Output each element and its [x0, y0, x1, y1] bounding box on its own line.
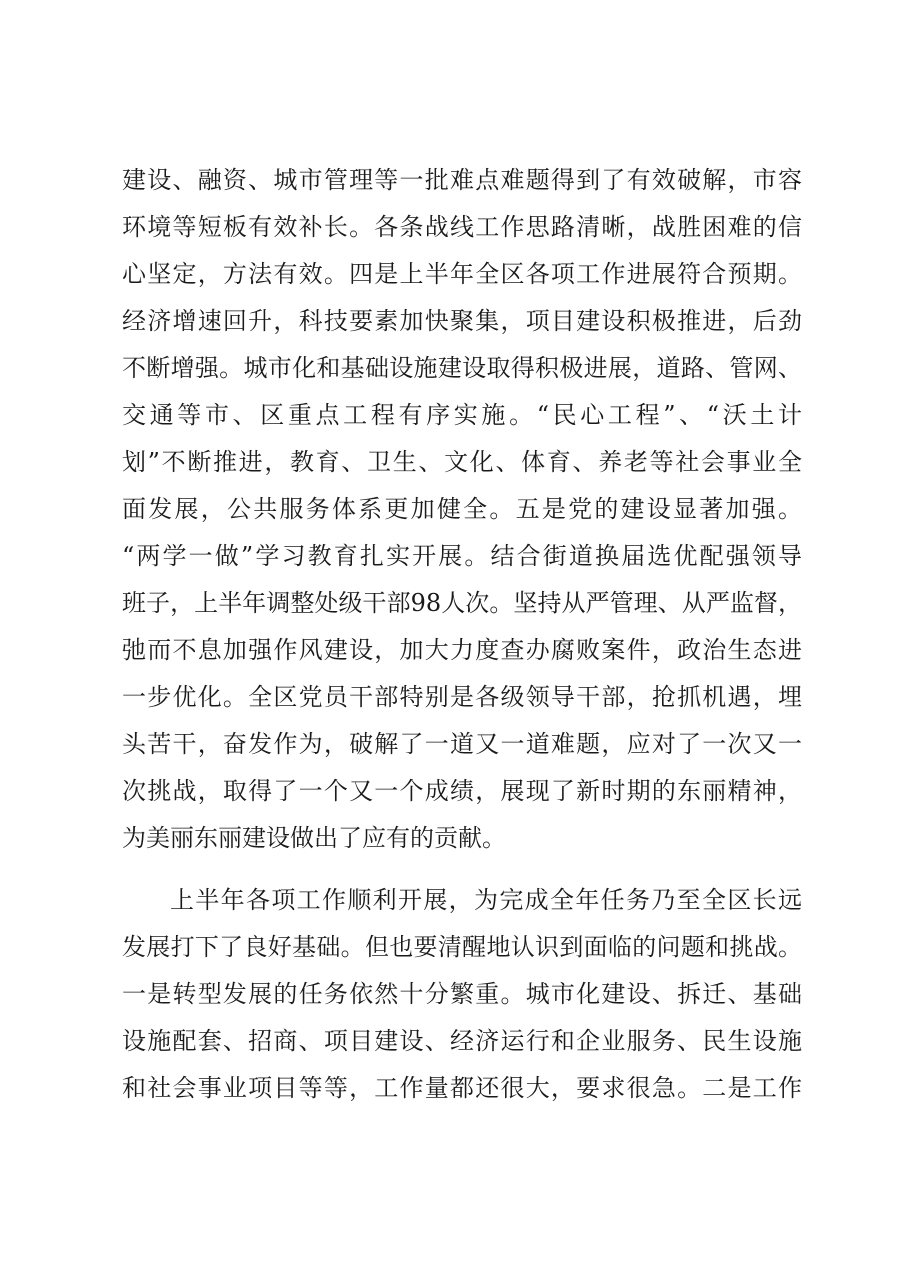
paragraph-1-line-11: 弛而不息加强作风建设，加大力度查办腐败案件，政治生态进: [122, 636, 802, 664]
paragraph-1-line-7: 划”不断推进，教育、卫生、文化、体育、养老等社会事业全: [122, 448, 802, 476]
paragraph-2-line-5: 和社会事业项目等等，工作量都还很大，要求很急。二是工作: [122, 1074, 802, 1102]
paragraph-2-line-1: 上半年各项工作顺利开展，为完成全年任务乃至全区长远: [170, 886, 802, 914]
paragraph-1-line-3: 心坚定，方法有效。四是上半年全区各项工作进展符合预期。: [122, 260, 802, 288]
paragraph-1-line-14: 次挑战，取得了一个又一个成绩，展现了新时期的东丽精神，: [122, 777, 802, 805]
paragraph-1-line-13: 头苦干，奋发作为，破解了一道又一道难题，应对了一次又一: [122, 730, 802, 758]
paragraph-1-line-4: 经济增速回升，科技要素加快聚集，项目建设积极推进，后劲: [122, 307, 802, 335]
paragraph-1-line-1: 建设、融资、城市管理等一批难点难题得到了有效破解，市容: [122, 166, 802, 194]
paragraph-1-line-8: 面发展，公共服务体系更加健全。五是党的建设显著加强。: [122, 495, 802, 523]
paragraph-1-line-2: 环境等短板有效补长。各条战线工作思路清晰，战胜困难的信: [122, 213, 802, 241]
paragraph-1-line-6: 交通等市、区重点工程有序实施。“民心工程”、“沃土计: [122, 401, 802, 429]
paragraph-1-line-15: 为美丽东丽建设做出了应有的贡献。: [122, 824, 506, 852]
paragraph-1-line-10: 班子，上半年调整处级干部98人次。坚持从严管理、从严监督，: [122, 589, 802, 617]
paragraph-2-line-2: 发展打下了良好基础。但也要清醒地认识到面临的问题和挑战。: [122, 933, 802, 961]
paragraph-2-line-4: 设施配套、招商、项目建设、经济运行和企业服务、民生设施: [122, 1027, 802, 1055]
paragraph-1-line-5: 不断增强。城市化和基础设施建设取得积极进展，道路、管网、: [122, 354, 802, 382]
paragraph-1-line-12: 一步优化。全区党员干部特别是各级领导干部，抢抓机遇，埋: [122, 683, 802, 711]
paragraph-2-line-3: 一是转型发展的任务依然十分繁重。城市化建设、拆迁、基础: [122, 980, 802, 1008]
paragraph-1-line-9: “两学一做”学习教育扎实开展。结合街道换届选优配强领导: [122, 542, 802, 570]
